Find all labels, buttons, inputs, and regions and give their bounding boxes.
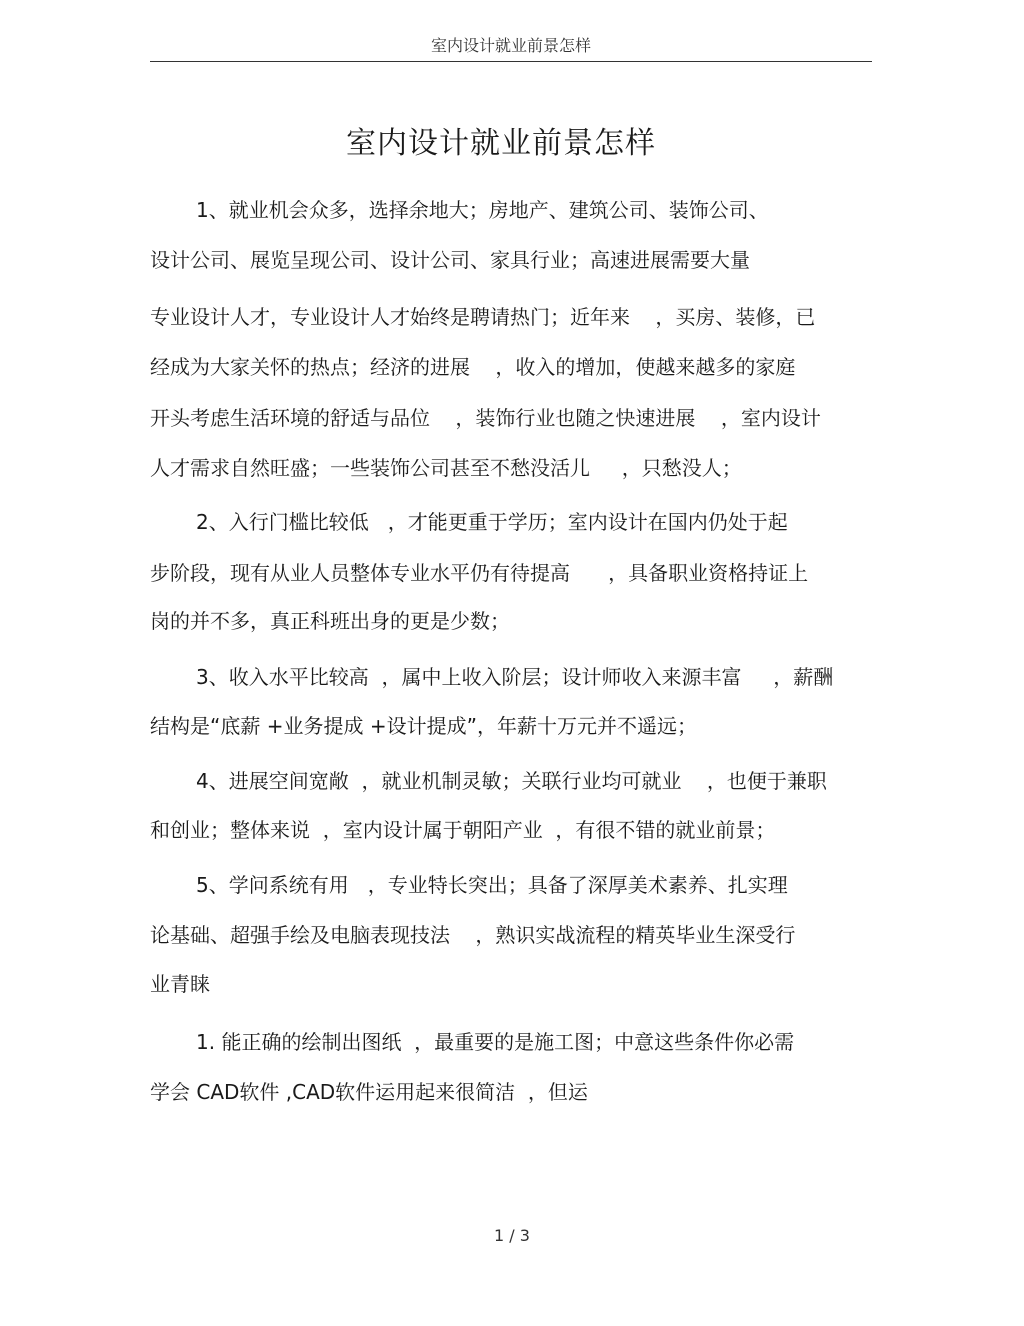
paragraph-line: 业青睐 bbox=[150, 972, 210, 996]
paragraph-line: 步阶段，现有从业人员整体专业水平仍有待提高 ，具备职业资格持证上 bbox=[150, 561, 809, 585]
paragraph-line: 学会 CAD软件 ,CAD软件运用起来很简洁 ，但运 bbox=[150, 1080, 588, 1104]
paragraph-line: 开头考虑生活环境的舒适与品位 ，装饰行业也随之快速进展 ，室内设计 bbox=[150, 406, 821, 430]
paragraph-line: 3、收入水平比较高 ，属中上收入阶层；设计师收入来源丰富 ，薪酬 bbox=[196, 665, 834, 689]
paragraph-line: 结构是“底薪 +业务提成 +设计提成”，年薪十万元并不遥远； bbox=[150, 714, 697, 738]
paragraph-line: 和创业；整体来说 ，室内设计属于朝阳产业 ，有很不错的就业前景； bbox=[150, 818, 776, 842]
paragraph-line: 论基础、超强手绘及电脑表现技法 ，熟识实战流程的精英毕业生深受行 bbox=[150, 923, 796, 947]
paragraph-line: 专业设计人才，专业设计人才始终是聘请热门；近年来 ，买房、装修，已 bbox=[150, 305, 816, 329]
paragraph-line: 经成为大家关怀的热点；经济的进展 ，收入的增加，使越来越多的家庭 bbox=[150, 355, 796, 379]
page-number: 1 / 3 bbox=[494, 1226, 530, 1245]
paragraph-line: 1、就业机会众多，选择余地大；房地产、建筑公司、装饰公司、 bbox=[196, 198, 769, 222]
paragraph-line: 4、进展空间宽敞 ，就业机制灵敏；关联行业均可就业 ，也便于兼职 bbox=[196, 769, 827, 793]
document-title: 室内设计就业前景怎样 bbox=[346, 126, 656, 161]
paragraph-line: 岗的并不多，真正科班出身的更是少数； bbox=[150, 609, 510, 633]
paragraph-line: 设计公司、展览呈现公司、设计公司、家具行业；高速进展需要大量 bbox=[150, 248, 750, 272]
paragraph-line: 2、入行门槛比较低 ，才能更重于学历；室内设计在国内仍处于起 bbox=[196, 510, 788, 534]
paragraph-line: 5、学问系统有用 ，专业特长突出；具备了深厚美术素养、扎实理 bbox=[196, 873, 788, 897]
paragraph-line: 1. 能正确的绘制出图纸 ，最重要的是施工图；中意这些条件你必需 bbox=[196, 1030, 795, 1054]
running-header: 室内设计就业前景怎样 bbox=[430, 36, 591, 55]
paragraph-line: 人才需求自然旺盛；一些装饰公司甚至不愁没活儿 ，只愁没人； bbox=[150, 456, 742, 480]
header-divider bbox=[150, 61, 872, 62]
